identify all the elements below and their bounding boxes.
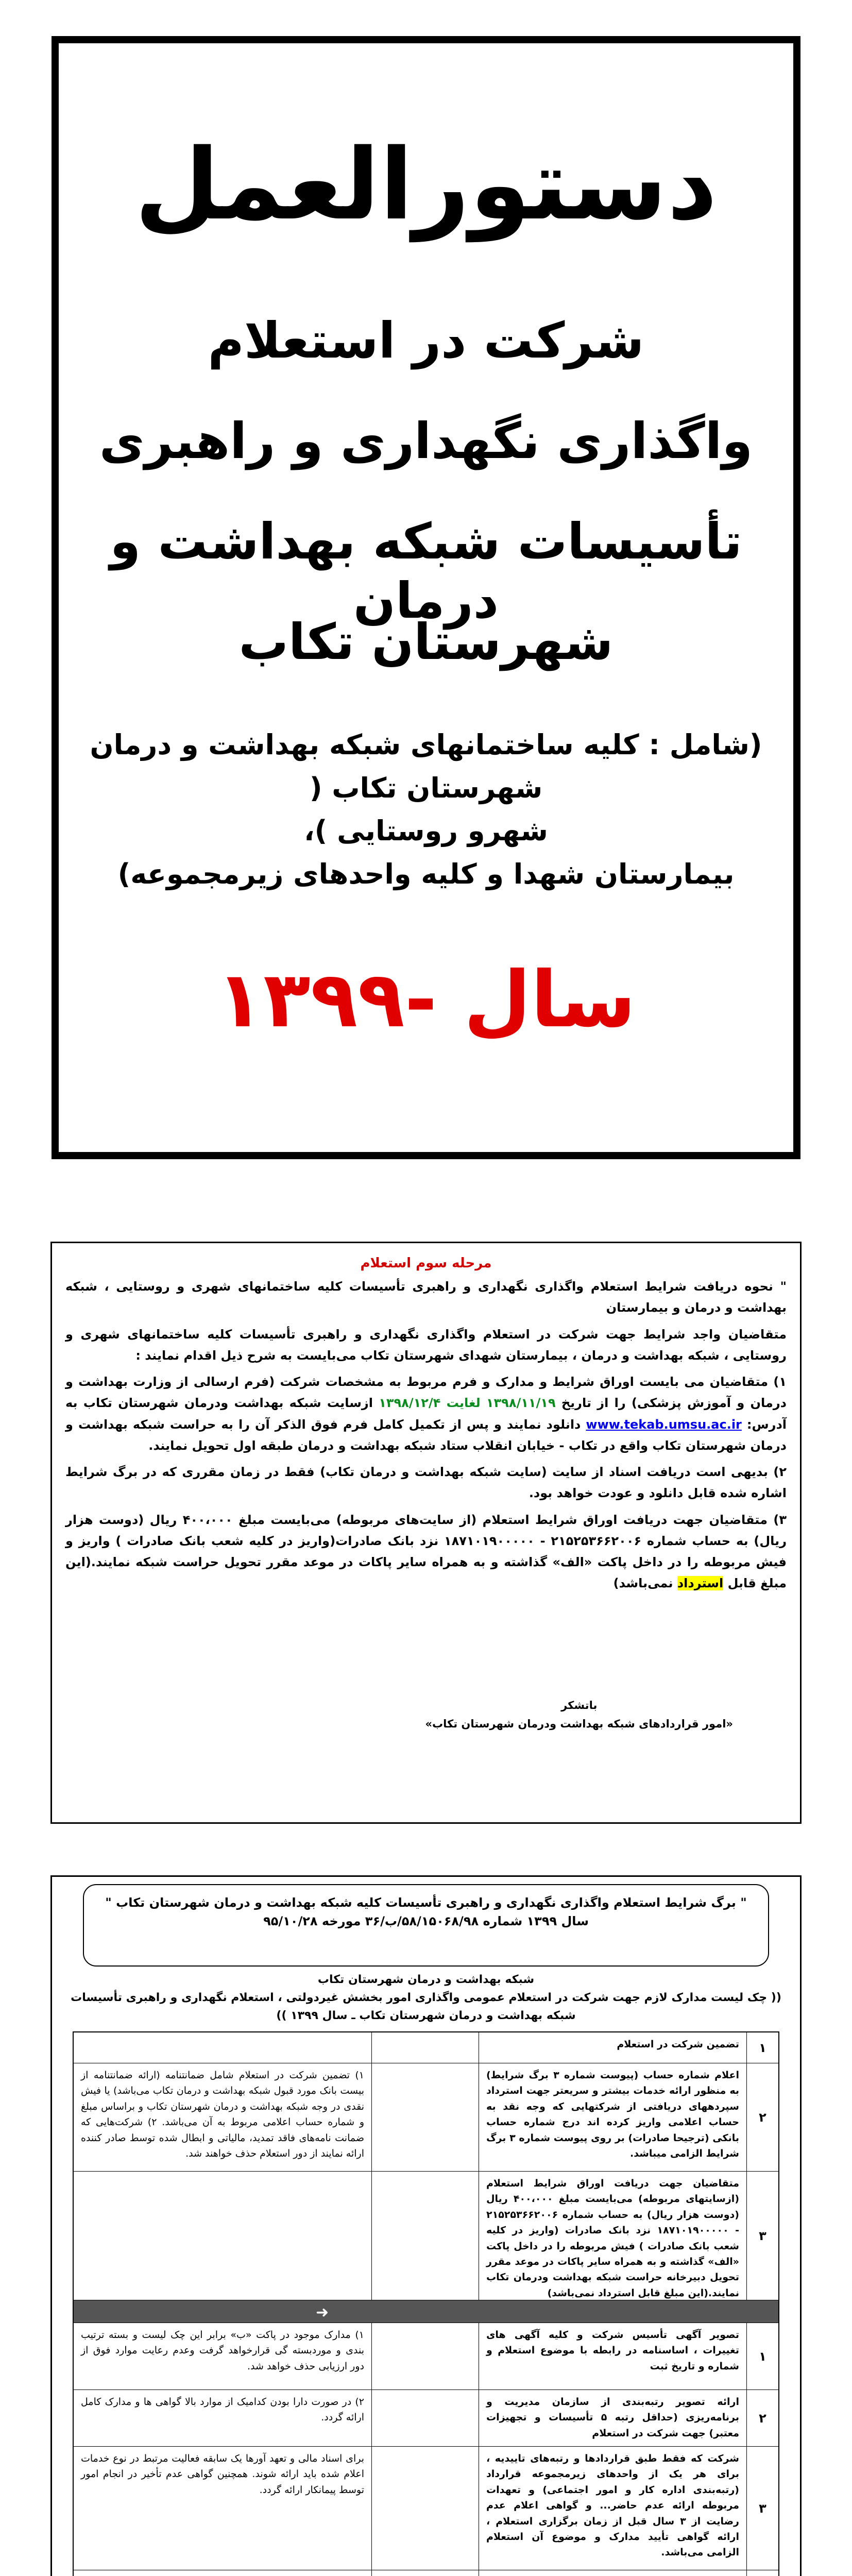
- cover-frame: [52, 36, 800, 1159]
- table-row: [74, 2063, 778, 2172]
- checklist-intro: [67, 1971, 785, 2025]
- notice-date-from: ۱۳۹۸/۱۱/۱۹: [486, 1396, 556, 1411]
- stage-heading: مرحله سوم استعلام: [360, 1256, 492, 1271]
- row-description: [479, 2570, 746, 2576]
- row-check-cell: [371, 2032, 479, 2063]
- cover-line-4: شهرستان تکاب: [238, 613, 614, 671]
- row-description: شرکت که فقط طبق قراردادها و رتبه‌های تاییدیه ، برای هر یک از واحدهای زیرمجموعه قرارداد (رتبه‌بندی اداره کار و امور اجتماعی) و تعهدات مربوطه ارائه عدم حاضر... و گواهی اعلام عدم رضایت از ۳ سال قبل از زمان برگزاری استعلام ، ارائه گواهی تأیید مدارک و موضوع آن استعلام الزامی می‌باشد.: [479, 2447, 746, 2570]
- row-check-cell: [371, 2063, 479, 2171]
- row-number: ۳: [746, 2172, 778, 2300]
- row-check-cell: [371, 2570, 479, 2576]
- row-number: ۱: [746, 2323, 778, 2389]
- table-row: [74, 2172, 778, 2300]
- row-number: [746, 2570, 778, 2576]
- notice-p2d: دانلود نمایند و پس از تکمیل کامل فرم فوق الذکر آن را به حراست شبکه بهداشت و درمان شهرستان تکاب واقع در تکاب - خیابان انقلاب ستاد شبکه بهداشت و درمان طبقه اول تحویل نمایند.: [65, 1417, 787, 1453]
- row-description: تصویر آگهی تأسیس شرکت و کلیه آگهی های تغییرات ، اساسنامه در رابطه با موضوع استعلام و شماره و تاریخ ثبت: [479, 2323, 746, 2389]
- row-note: [74, 2172, 371, 2300]
- notice-paragraph-1: [65, 1324, 787, 1367]
- checklist-header-number: سال ۱۳۹۹ شماره ۵۸/۱۵۰۶۸/۹۸/ب/۳۶ مورخه ۹۵/۱۰/۲۸: [263, 1914, 589, 1928]
- row-check-cell: [371, 2447, 479, 2570]
- checklist-header: [83, 1884, 769, 1967]
- cover-year: سال -۱۳۹۹: [216, 955, 636, 1045]
- row-check-cell: [371, 2390, 479, 2446]
- notice-paragraph-4: [65, 1510, 787, 1595]
- cover-scope-line-2: شهرو روستایی )،: [304, 815, 548, 848]
- notice-signature: [425, 1697, 733, 1733]
- row-number: ۱: [746, 2032, 778, 2063]
- row-note: ۱) مدارک موجود در پاکت «ب» برابر این چک لیست و بسته ترتیب بندی و موردبسته گی قرارخواهد گرفت وعدم رعایت موارد فوق از دور ارزیابی حذف خواهد شد.: [81, 2329, 364, 2372]
- checklist-table: [73, 2031, 779, 2576]
- table-row: [74, 2447, 778, 2570]
- checklist-intro-text: (( چک لیست مدارک لازم جهت شرکت در استعلام عمومی واگذاری امور بخشش غیردولتی ، استعلام نگهداری و راهبری تأسیسات شبکه بهداشت و درمان شهرستان تکاب ـ سال ۱۳۹۹ )): [71, 1991, 781, 2023]
- notice-frame: [50, 1242, 802, 1824]
- notice-p4a: ۳) متقاضیان جهت دریافت اوراق شرایط استعلام (از سایت‌های مربوطه) می‌بایست مبلغ ۴۰۰،۰۰۰ ریال (دوست هزار ریال) به حساب شماره ۲۱۵۲۵۳۶۶۲۰۰۶ - ۱۸۷۱۰۱۹۰۰۰۰۰ نزد بانک صادرات(واریز در کلیه شعب بانک صادرات ) واریز و فیش مربوطه را در داخل پاکت «الف» گذاشته و به همراه سایر پاکات در موعد مقرر تحویل حراست شبکه نمایند.(این مبلغ قابل: [65, 1512, 787, 1591]
- row-description: اعلام شماره حساب (پیوست شماره ۳ برگ شرایط) به منظور ارائه خدمات بیشتر و سریعتر جهت استرداد سپردههای دریافتی از شرکتهایی که وجه نقد به حساب اعلامی واریز کرده اند درج شماره حساب بانکی (ترجیحا صادرات) بر روی پیوست شماره ۳ برگ شرایط الزامی میباشد.: [479, 2063, 746, 2171]
- checklist-org: شبکه بهداشت و درمان شهرستان تکاب: [317, 1973, 535, 1986]
- checklist-header-title: " برگ شرایط استعلام واگذاری نگهداری و راهبری تأسیسات کلیه شبکه بهداشت و درمان شهرستان تکاب ": [105, 1895, 747, 1910]
- row-description: متقاضیان جهت دریافت اوراق شرایط استعلام (ازسایتهای مربوطه) می‌بایست مبلغ ۴۰۰،۰۰۰ ریال (دوست هزار ریال) به حساب شماره ۲۱۵۲۵۳۶۶۲۰۰۶ - ۱۸۷۱۰۱۹۰۰۰۰۰ نزد بانک صادرات (واریز در کلیه شعب بانک صادرات ) فیش مربوطه را در داخل پاکت «الف» گذاشته و به همراه سایر پاکات در موعد مقرر تحویل دبیرخانه حراست شبکه بهداشت ودرمان تکاب نمایند.(این مبلغ قابل استرداد نمی‌باشد): [479, 2172, 746, 2300]
- cover-scope-line-3: بیمارستان شهدا و کلیه واحدهای زیرمجموعه): [117, 858, 735, 891]
- notice-paragraph-2: [65, 1371, 787, 1456]
- notice-paragraph-3: ۲) بدیهی است دریافت اسناد از سایت (سایت شبکه بهداشت و درمان تکاب) فقط در زمان مقرری که در برگ شرایط اشاره شده قابل دانلود و عودت خواهد بود.: [65, 1465, 787, 1501]
- notice-p2a: ۱) متقاضیان می بایست اوراق شرایط و مدارک و فرم مربوط به مشخصات شرکت (فرم ارسالی از وزارت بهداشت و درمان و آموزش پزشکی) را از تاریخ: [65, 1375, 787, 1411]
- cover-scope-line-1: (شامل : کلیه ساختمانهای شبکه بهداشت و درمان شهرستان تکاب (: [90, 728, 762, 804]
- notice-page: [0, 1200, 852, 1844]
- row-check-cell: [371, 2172, 479, 2300]
- cover-line-3: تأسیسات شبکه بهداشت و درمان: [110, 513, 742, 630]
- notice-p1-text: متقاضیان واجد شرایط جهت شرکت در استعلام واگذاری نگهداری و راهبری تأسیسات کلیه ساختمانهای شهری و روستایی ، شبکه بهداشت و درمان ، بیمارستان شهدای شهرستان تکاب می‌بایست به شرح ذیل اقدام نمایند :: [65, 1327, 787, 1363]
- row-number: ۳: [746, 2447, 778, 2570]
- row-description: تضمین شرکت در استعلام: [479, 2032, 746, 2063]
- cover-line-2: واگذاری نگهداری و راهبری: [99, 412, 753, 470]
- row-check-cell: [371, 2323, 479, 2389]
- notice-sign-thanks: باتشکر: [561, 1699, 598, 1711]
- table-row: [74, 2032, 778, 2063]
- row-note: [74, 2032, 371, 2063]
- row-number: ۲: [746, 2063, 778, 2171]
- row-note: ۱) تضمین شرکت در استعلام شامل ضمانتنامه (ارائه ضمانتنامه از بیست بانک مورد قبول شبکه بهداشت و درمان تکاب می‌باشد) یا فیش نقدی در وجه شبکه بهداشت و درمان شهرستان تکاب و براساس مبلغ و شماره حساب اعلامی مربوط به آن می‌باشد. ۲) شرکت‌هایی که ضمانت نامه‌های فاقد تمدید، مالیاتی و ابطال شده توسط صادر کننده ارائه نمایند از دور استعلام حذف خواهند شد.: [81, 2070, 365, 2159]
- notice-date-to: ۱۳۹۸/۱۲/۴: [379, 1396, 441, 1411]
- notice-site-link[interactable]: www.tekab.umsu.ac.ir: [586, 1417, 742, 1432]
- table-row: [74, 2570, 778, 2576]
- notice-refund-highlight: استرداد: [677, 1576, 724, 1591]
- row-number: ۲: [746, 2390, 778, 2446]
- notice-p2c: ازسایت شبکه بهداشت ودرمان شهرستان تکاب به آدرس:: [65, 1396, 787, 1432]
- arrow-right-icon: ➜: [316, 2303, 329, 2321]
- checklist-page: [0, 1844, 852, 2576]
- cover-scope: [90, 723, 762, 896]
- table-row: [74, 2323, 778, 2390]
- row-note: ۲) در صورت دارا بودن کدامیک از موارد بالا گواهی ها و مدارک کامل ارائه گردد.: [81, 2396, 364, 2424]
- cover-title: دستورالعمل: [134, 128, 718, 242]
- cover-page: [0, 0, 852, 1200]
- cover-line-1: شرکت در استعلام: [208, 312, 644, 369]
- notice-subject: " نحوه دریافت شرایط استعلام واگذاری نگهداری و راهبری تأسیسات کلیه ساختمانهای شهری و روستایی ، شبکه بهداشت و درمان و بیمارستان: [65, 1279, 787, 1315]
- section-divider-band: [74, 2300, 778, 2323]
- row-note: [74, 2570, 371, 2576]
- checklist-frame: [50, 1875, 802, 2576]
- notice-until: لغایت: [446, 1396, 481, 1411]
- row-description: ارائه تصویر رتبه‌بندی از سازمان مدیریت و برنامه‌ریزی (حداقل رتبه ۵ تأسیسات و تجهیزات معتبر) جهت شرکت در استعلام: [479, 2390, 746, 2446]
- notice-sign-office: «امور قراردادهای شبکه بهداشت ودرمان شهرستان تکاب»: [425, 1717, 733, 1730]
- row-note: برای اسناد مالی و تعهد آورها یک سابقه فعالیت مرتبط در نوع خدمات اعلام شده باید ارائه شوند. همچنین گواهی عدم تأخیر در انجام امور توسط پیمانکار ارائه گردد.: [81, 2453, 364, 2496]
- notice-p4b: نمی‌باشد): [613, 1576, 673, 1591]
- table-row: [74, 2390, 778, 2447]
